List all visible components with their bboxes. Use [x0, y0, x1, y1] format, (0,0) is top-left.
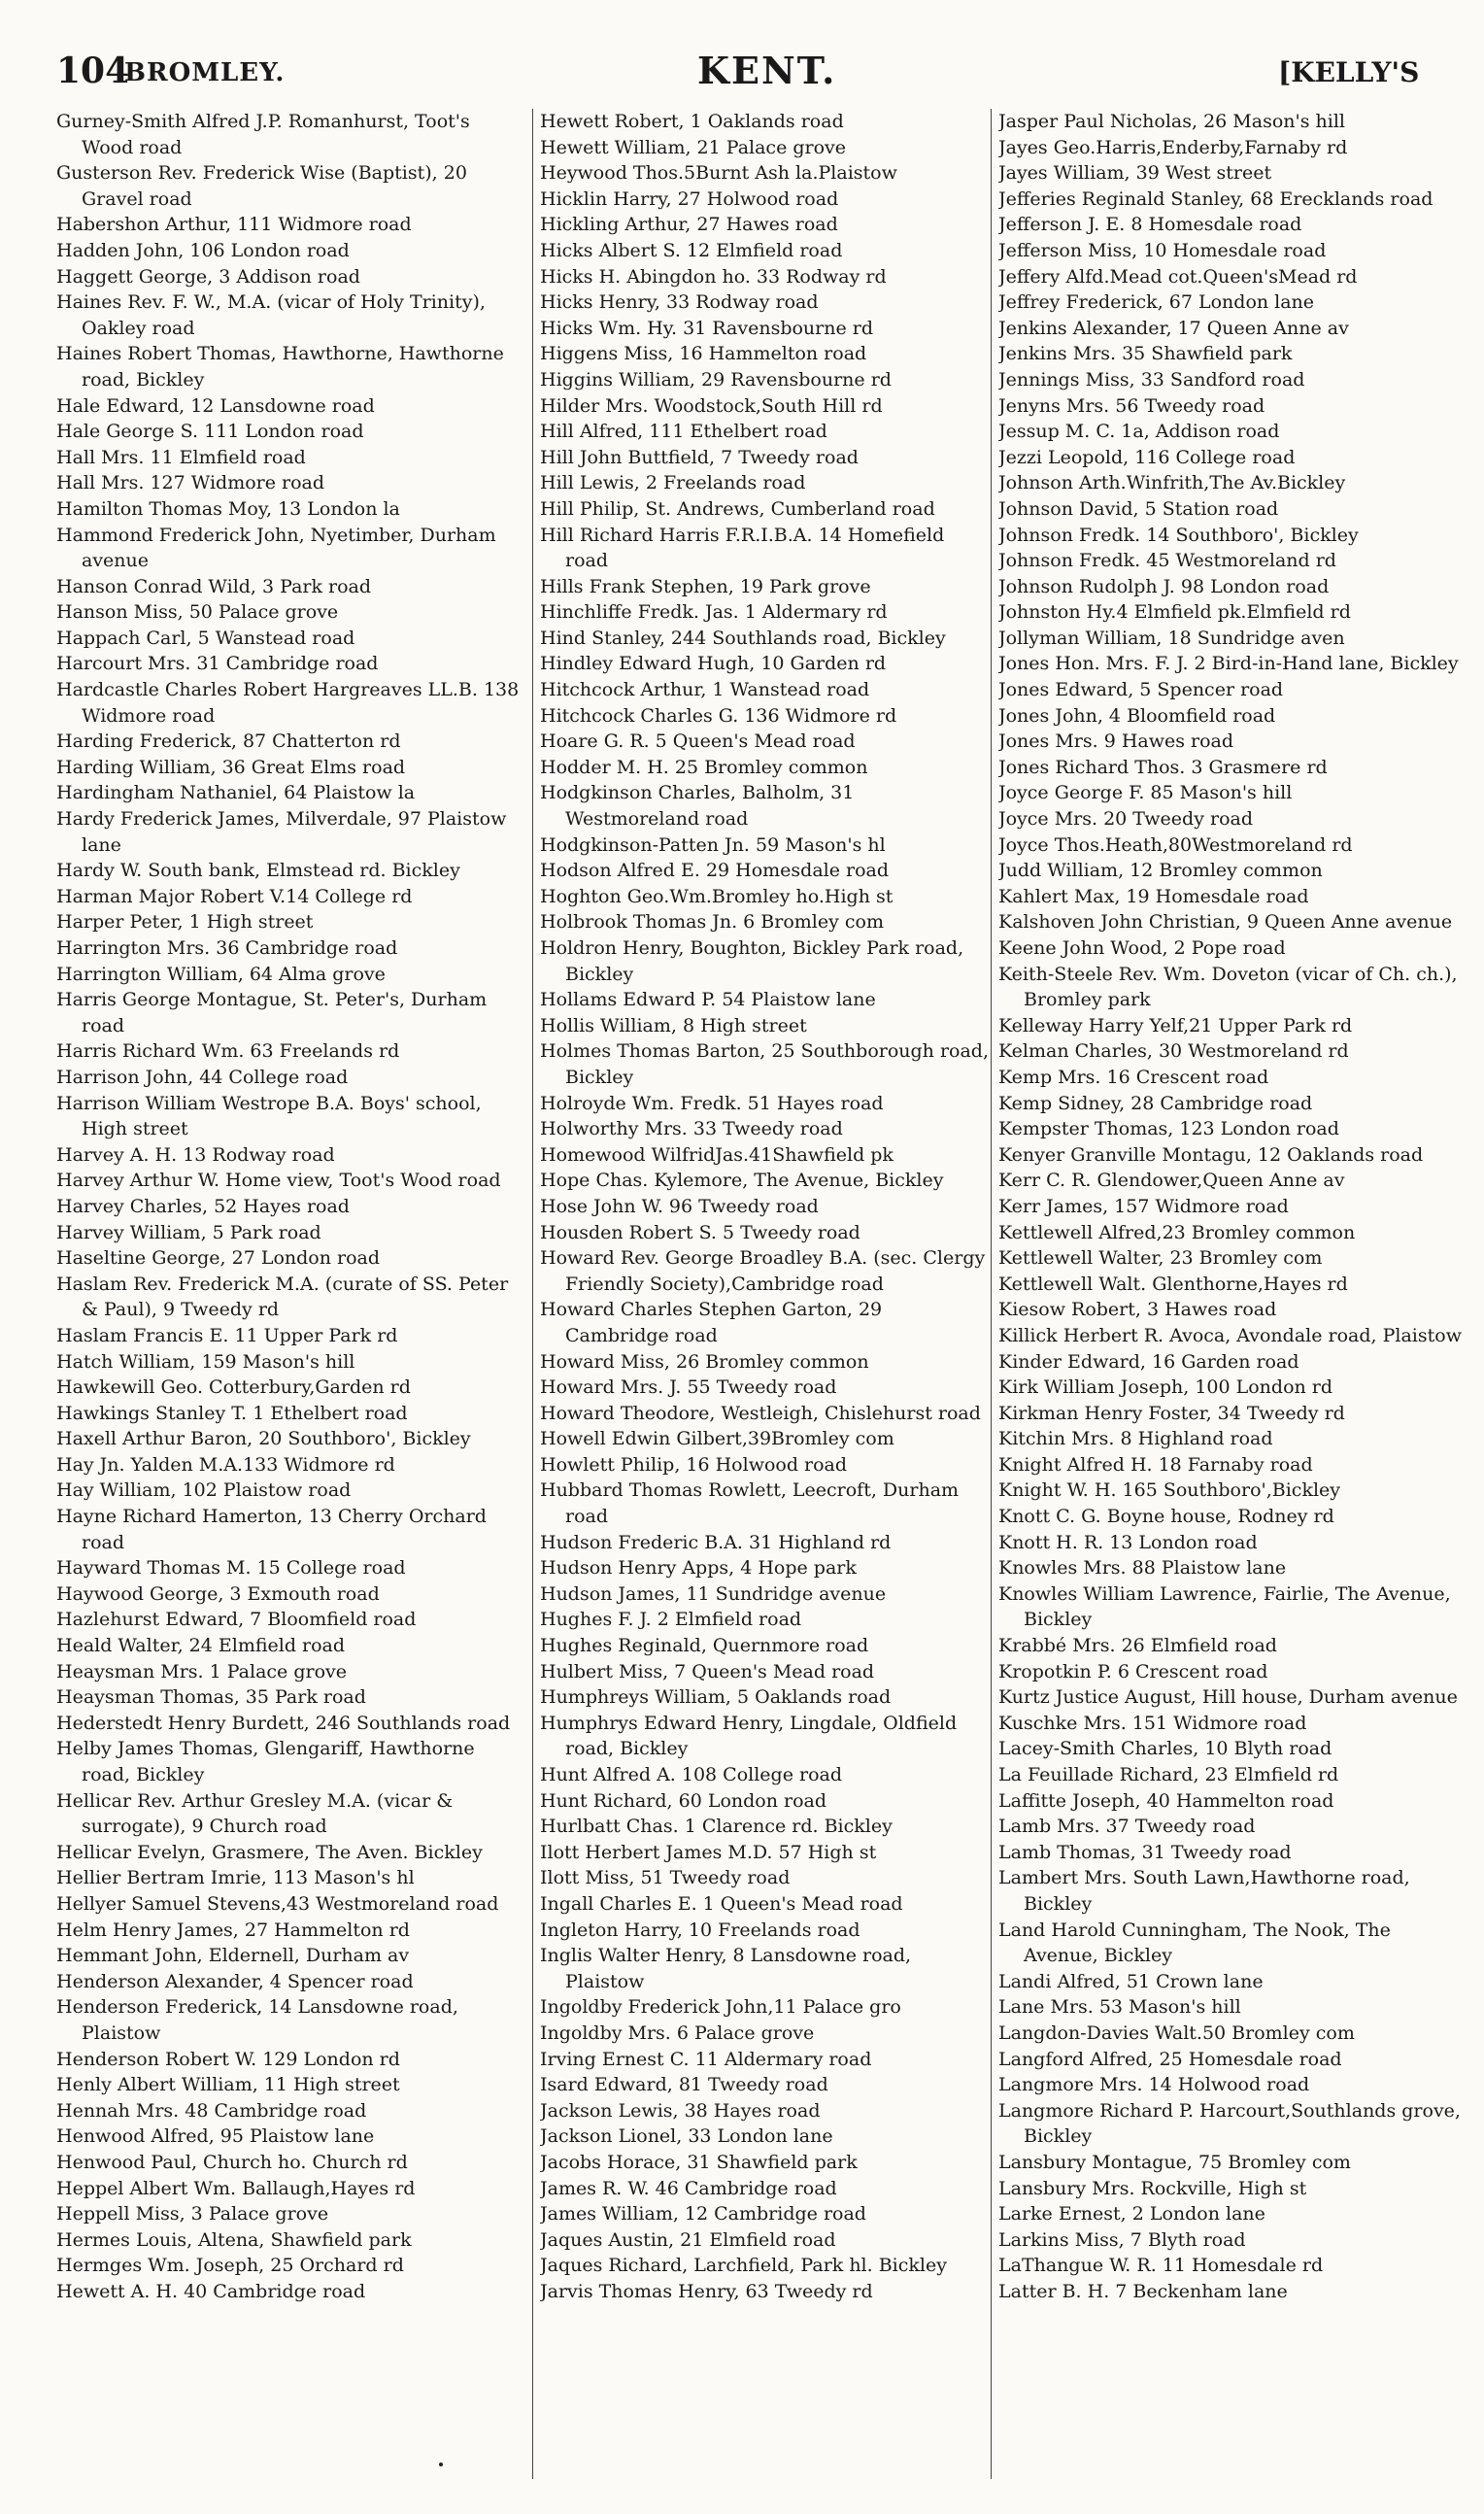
directory-entry: Johnston Hy.4 Elmfield pk.Elmfield rd [998, 601, 1351, 624]
directory-entry: Haslam Rev. Frederick M.A. (curate of SS. Peter & Paul), 9 Tweedy rd [56, 1273, 509, 1321]
directory-entry: Hunt Richard, 60 London road [540, 1789, 827, 1812]
directory-entry: Knowles William Lawrence, Fairlie, The Avenue, Bickley [998, 1582, 1451, 1631]
directory-entry: Henderson Frederick, 14 Lansdowne road, Plaistow [56, 1996, 458, 2044]
directory-entry: Helby James Thomas, Glengariff, Hawthorne road, Bickley [56, 1738, 475, 1785]
directory-entry: Gusterson Rev. Frederick Wise (Baptist), 20 Gravel road [56, 162, 467, 210]
directory-entry: Hederstedt Henry Burdett, 246 Southlands road [56, 1712, 511, 1734]
directory-entry: Gurney-Smith Alfred J.P. Romanhurst, Toot's Wood road [56, 111, 470, 158]
directory-entry: Latter B. H. 7 Beckenham lane [998, 2280, 1288, 2302]
directory-entry: Harrison William Westrope B.A. Boys' school, High street [56, 1092, 482, 1140]
directory-entry: Hellier Bertram Imrie, 113 Mason's hl [56, 1867, 415, 1889]
directory-entry: Haseltine George, 27 London road [56, 1247, 381, 1270]
directory-entry: Howard Charles Stephen Garton, 29 Cambridge road [540, 1299, 883, 1346]
directory-entry: Hanson Conrad Wild, 3 Park road [56, 575, 372, 597]
directory-entry: Jarvis Thomas Henry, 63 Tweedy rd [540, 2280, 873, 2302]
directory-entry: Langdon-Davies Walt.50 Bromley com [998, 2021, 1355, 2044]
directory-entry: Haxell Arthur Baron, 20 Southboro', Bickley [56, 1428, 471, 1450]
directory-entry: Humphrys Edward Henry, Lingdale, Oldfield road, Bickley [540, 1712, 958, 1760]
directory-entry: Inglis Walter Henry, 8 Lansdowne road, Plaistow [540, 1945, 912, 1992]
directory-entry: Henderson Robert W. 129 London rd [56, 2048, 400, 2070]
directory-entry: Larke Ernest, 2 London lane [998, 2203, 1265, 2225]
directory-entry: Kenyer Granville Montagu, 12 Oaklands road [998, 1143, 1424, 1166]
directory-entry: Heppel Albert Wm. Ballaugh,Hayes rd [56, 2177, 416, 2199]
directory-entry: Jackson Lionel, 33 London lane [540, 2125, 833, 2148]
directory-entry: Hennah Mrs. 48 Cambridge road [56, 2099, 367, 2122]
directory-entry: Henderson Alexander, 4 Spencer road [56, 1970, 414, 1992]
directory-entry: Joyce Mrs. 20 Tweedy road [998, 808, 1253, 831]
directory-entry: Hayward Thomas M. 15 College road [56, 1557, 406, 1580]
directory-entry: Hellicar Rev. Arthur Gresley M.A. (vicar & surrogate), 9 Church road [56, 1789, 454, 1838]
directory-entry: Kirk William Joseph, 100 London rd [998, 1376, 1333, 1399]
directory-entry: Holroyde Wm. Fredk. 51 Hayes road [540, 1092, 884, 1114]
directory-entry: Hollis William, 8 High street [540, 1014, 807, 1036]
directory-entry: Hodgkinson Charles, Balholm, 31 Westmoreland road [540, 782, 855, 831]
directory-entry: Ingoldby Frederick John,11 Palace gro [540, 1996, 901, 2019]
directory-entry: Kerr James, 157 Widmore road [998, 1195, 1289, 1217]
directory-entry: Howard Miss, 26 Bromley common [540, 1350, 869, 1373]
directory-entry: Ingall Charles E. 1 Queen's Mead road [540, 1892, 903, 1915]
directory-entry: Harrington William, 64 Alma grove [56, 963, 386, 985]
directory-entry: Hicks Albert S. 12 Elmfield road [540, 239, 843, 261]
directory-entry: Harding Frederick, 87 Chatterton rd [56, 730, 401, 753]
directory-entry: Irving Ernest C. 11 Aldermary road [540, 2048, 872, 2070]
directory-entry: Heywood Thos.5Burnt Ash la.Plaistow [540, 162, 897, 185]
directory-entry: Hickling Arthur, 27 Hawes road [540, 214, 838, 236]
directory-entry: Kettlewell Alfred,23 Bromley common [998, 1221, 1356, 1243]
directory-entry: Hellyer Samuel Stevens,43 Westmoreland road [56, 1892, 499, 1915]
directory-entry: Knight Alfred H. 18 Farnaby road [998, 1453, 1313, 1476]
directory-entry: Homewood WilfridJas.41Shawfield pk [540, 1143, 894, 1166]
directory-entry: Kelleway Harry Yelf,21 Upper Park rd [998, 1014, 1353, 1036]
directory-entry: Jezzi Leopold, 116 College road [998, 446, 1296, 468]
directory-entry: Hollams Edward P. 54 Plaistow lane [540, 989, 876, 1011]
directory-entry: Hardy W. South bank, Elmstead rd. Bickley [56, 860, 460, 882]
directory-entry: Hills Frank Stephen, 19 Park grove [540, 575, 871, 597]
directory-entry: Harper Peter, 1 High street [56, 911, 314, 934]
directory-entry: Kurtz Justice August, Hill house, Durham avenue [998, 1686, 1458, 1709]
directory-entry: Kettlewell Walt. Glenthorne,Hayes rd [998, 1273, 1348, 1295]
directory-entry: Hitchcock Arthur, 1 Wanstead road [540, 679, 870, 701]
directory-entry: Hudson James, 11 Sundridge avenue [540, 1582, 887, 1605]
directory-entry: Langmore Mrs. 14 Holwood road [998, 2074, 1310, 2096]
print-mark [439, 2463, 443, 2466]
directory-entry: Harvey Charles, 52 Hayes road [56, 1195, 350, 1217]
directory-entry: Henwood Alfred, 95 Plaistow lane [56, 2125, 375, 2148]
directory-entry: Howlett Philip, 16 Holwood road [540, 1453, 848, 1476]
county-heading: KENT. [697, 49, 837, 92]
directory-entry: Lambert Mrs. South Lawn,Hawthorne road, Bickley [998, 1867, 1410, 1915]
directory-entry: Henly Albert William, 11 High street [56, 2074, 400, 2096]
directory-entry: Hatch William, 159 Mason's hill [56, 1350, 355, 1373]
directory-entry: Laffitte Joseph, 40 Hammelton road [998, 1789, 1334, 1812]
directory-entry: Jeffrey Frederick, 67 London lane [998, 291, 1315, 314]
directory-entry: Haywood George, 3 Exmouth road [56, 1582, 380, 1605]
directory-entry: Hellicar Evelyn, Grasmere, The Aven. Bickley [56, 1841, 483, 1863]
directory-entry: Kettlewell Walter, 23 Bromley com [998, 1247, 1323, 1270]
directory-entry: Kempster Thomas, 123 London road [998, 1118, 1339, 1140]
directory-entry: Harman Major Robert V.14 College rd [56, 885, 413, 907]
directory-entry: Haines Robert Thomas, Hawthorne, Hawthorne road, Bickley [56, 343, 504, 391]
directory-entry: Higgens Miss, 16 Hammelton road [540, 343, 867, 365]
directory-entry: Jefferies Reginald Stanley, 68 Erecklands road [998, 187, 1433, 210]
directory-entry: Hewett Robert, 1 Oaklands road [540, 111, 844, 132]
directory-entry: Lacey-Smith Charles, 10 Blyth road [998, 1738, 1332, 1760]
directory-entry: Hawkewill Geo. Cotterbury,Garden rd [56, 1376, 411, 1399]
directory-entry: Johnson Rudolph J. 98 London road [998, 575, 1330, 597]
directory-entry: Hoghton Geo.Wm.Bromley ho.High st [540, 885, 894, 907]
directory-entry: Jennings Miss, 33 Sandford road [998, 368, 1305, 391]
directory-entry: Lamb Mrs. 37 Tweedy road [998, 1816, 1256, 1838]
directory-entry: Lane Mrs. 53 Mason's hill [998, 1996, 1241, 2019]
directory-entry: Ingleton Harry, 10 Freelands road [540, 1919, 860, 1941]
directory-entry: Hitchcock Charles G. 136 Widmore rd [540, 704, 897, 727]
directory-entry: Hicks H. Abingdon ho. 33 Rodway rd [540, 265, 887, 288]
page-number: 104 [56, 51, 130, 91]
directory-entry: Hale Edward, 12 Lansdowne road [56, 394, 375, 417]
directory-entry: Hill Alfred, 111 Ethelbert road [540, 421, 827, 443]
directory-entry: Jones Richard Thos. 3 Grasmere rd [998, 756, 1328, 778]
directory-entry: Hudson Henry Apps, 4 Hope park [540, 1557, 857, 1580]
directory-entry: Harcourt Mrs. 31 Cambridge road [56, 653, 379, 675]
directory-entry: Lamb Thomas, 31 Tweedy road [998, 1841, 1292, 1863]
directory-entry: Knowles Mrs. 88 Plaistow lane [998, 1557, 1287, 1580]
directory-entry: Helm Henry James, 27 Hammelton rd [56, 1919, 410, 1941]
directory-entry: Judd William, 12 Bromley common [998, 860, 1323, 882]
directory-entry: Langford Alfred, 25 Homesdale road [998, 2048, 1342, 2070]
directory-entry: Jacobs Horace, 31 Shawfield park [540, 2151, 858, 2173]
directory-entry: Hemmant John, Eldernell, Durham av [56, 1945, 410, 1967]
directory-column-1 [56, 109, 523, 2479]
directory-entry: Happach Carl, 5 Wanstead road [56, 627, 355, 649]
directory-entry: Hardingham Nathaniel, 64 Plaistow la [56, 782, 416, 804]
directory-entry: Jeffery Alfd.Mead cot.Queen'sMead rd [998, 265, 1358, 288]
directory-entry: Habershon Arthur, 111 Widmore road [56, 214, 412, 236]
page-header [0, 0, 1484, 107]
directory-entry: Hammond Frederick John, Nyetimber, Durham avenue [56, 524, 496, 572]
directory-entry: Knight W. H. 165 Southboro',Bickley [998, 1479, 1341, 1502]
directory-entry: Ingoldby Mrs. 6 Palace grove [540, 2021, 815, 2044]
directory-entry: Hardy Frederick James, Milverdale, 97 Plaistow lane [56, 808, 507, 856]
directory-entry: Jones Edward, 5 Spencer road [998, 679, 1284, 701]
directory-entry: Jones Mrs. 9 Hawes road [998, 730, 1234, 753]
directory-entry: Hadden John, 106 London road [56, 239, 350, 261]
directory-entry: Hill Richard Harris F.R.I.B.A. 14 Homefield road [540, 524, 945, 572]
directory-entry: Jollyman William, 18 Sundridge aven [998, 627, 1345, 649]
directory-entry: Harris Richard Wm. 63 Freelands rd [56, 1040, 400, 1063]
directory-entry: Hermes Louis, Altena, Shawfield park [56, 2228, 412, 2251]
directory-entry: Hodgkinson-Patten Jn. 59 Mason's hl [540, 833, 886, 856]
directory-entry: Holworthy Mrs. 33 Tweedy road [540, 1118, 843, 1140]
directory-entry: Johnson David, 5 Station road [998, 497, 1279, 520]
directory-entry: Kelman Charles, 30 Westmoreland rd [998, 1040, 1349, 1063]
directory-entry: Hicks Wm. Hy. 31 Ravensbourne rd [540, 317, 874, 339]
directory-entry: Kemp Mrs. 16 Crescent road [998, 1066, 1269, 1088]
directory-entry: Hunt Alfred A. 108 College road [540, 1764, 843, 1785]
directory-entry: Jenyns Mrs. 56 Tweedy road [998, 394, 1265, 417]
directory-entry: Lansbury Montague, 75 Bromley com [998, 2151, 1351, 2173]
directory-entry: Hicklin Harry, 27 Holwood road [540, 187, 839, 210]
directory-entry: Keene John Wood, 2 Pope road [998, 937, 1286, 959]
directory-entry: Hewett William, 21 Palace grove [540, 136, 847, 158]
directory-entry: Harding William, 36 Great Elms road [56, 756, 406, 778]
directory-entry: Hilder Mrs. Woodstock,South Hill rd [540, 394, 883, 417]
directory-entry: Howard Mrs. J. 55 Tweedy road [540, 1376, 837, 1399]
directory-entry: LaThangue W. R. 11 Homesdale rd [998, 2255, 1324, 2277]
directory-entry: Land Harold Cunningham, The Nook, The Avenue, Bickley [998, 1919, 1391, 1967]
directory-entry: Hurlbatt Chas. 1 Clarence rd. Bickley [540, 1816, 893, 1838]
directory-entry: Isard Edward, 81 Tweedy road [540, 2074, 828, 2096]
directory-entry: Joyce George F. 85 Mason's hill [998, 782, 1293, 804]
directory-entry: Henwood Paul, Church ho. Church rd [56, 2151, 408, 2173]
directory-entry: Harvey Arthur W. Home view, Toot's Wood road [56, 1170, 501, 1192]
directory-entry: Knott C. G. Boyne house, Rodney rd [998, 1506, 1334, 1528]
directory-entry: Johnson Fredk. 14 Southboro', Bickley [998, 524, 1359, 546]
directory-entry: Hall Mrs. 127 Widmore road [56, 472, 325, 494]
directory-entry: Hoare G. R. 5 Queen's Mead road [540, 730, 856, 753]
directory-entry: James William, 12 Cambridge road [540, 2203, 866, 2225]
directory-entry: Hubbard Thomas Rowlett, Leecroft, Durham road [540, 1479, 960, 1528]
directory-entry: Jones John, 4 Bloomfield road [998, 704, 1276, 727]
directory-entry: Hay William, 102 Plaistow road [56, 1479, 352, 1502]
directory-entry: Jefferson Miss, 10 Homesdale road [998, 239, 1327, 261]
directory-entry: Jasper Paul Nicholas, 26 Mason's hill [998, 111, 1345, 132]
directory-entry: Hall Mrs. 11 Elmfield road [56, 446, 306, 468]
directory-entry: Lansbury Mrs. Rockville, High st [998, 2177, 1307, 2199]
directory-entry: Jayes William, 39 West street [998, 162, 1272, 185]
directory-entry: Heald Walter, 24 Elmfield road [56, 1635, 346, 1657]
directory-entry: Hazlehurst Edward, 7 Bloomfield road [56, 1609, 417, 1631]
directory-entry: Langmore Richard P. Harcourt,Southlands grove, Bickley [998, 2099, 1461, 2148]
directory-entry: Hinchliffe Fredk. Jas. 1 Aldermary rd [540, 601, 888, 624]
directory-entry: Hanson Miss, 50 Palace grove [56, 601, 339, 624]
directory-entry: Kerr C. R. Glendower,Queen Anne av [998, 1170, 1345, 1192]
town-heading: BROMLEY. [124, 58, 286, 87]
directory-entry: Landi Alfred, 51 Crown lane [998, 1970, 1264, 1992]
directory-entry: Jones Hon. Mrs. F. J. 2 Bird-in-Hand lane, Bickley [998, 653, 1459, 675]
directory-column-2 [532, 109, 989, 2479]
directory-columns [56, 109, 1465, 2479]
directory-entry: Howell Edwin Gilbert,39Bromley com [540, 1428, 894, 1450]
directory-entry: Johnson Fredk. 45 Westmoreland rd [998, 550, 1336, 572]
directory-entry: Kropotkin P. 6 Crescent road [998, 1660, 1268, 1682]
directory-entry: Jenkins Alexander, 17 Queen Anne av [998, 317, 1349, 339]
publisher-heading: [KELLY'S [1278, 56, 1420, 88]
directory-entry: Jenkins Mrs. 35 Shawfield park [998, 343, 1293, 365]
directory-entry: Hope Chas. Kylemore, The Avenue, Bickley [540, 1170, 944, 1192]
directory-entry: Keith-Steele Rev. Wm. Doveton (vicar of Ch. ch.), Bromley park [998, 963, 1458, 1011]
directory-entry: La Feuillade Richard, 23 Elmfield rd [998, 1764, 1339, 1785]
directory-entry: Jayes Geo.Harris,Enderby,Farnaby rd [998, 136, 1348, 158]
directory-entry: Harrington Mrs. 36 Cambridge road [56, 937, 398, 959]
directory-entry: Ilott Herbert James M.D. 57 High st [540, 1841, 877, 1863]
directory-entry: Hardcastle Charles Robert Hargreaves LL.B. 138 Widmore road [56, 679, 520, 727]
directory-entry: Hermges Wm. Joseph, 25 Orchard rd [56, 2255, 404, 2277]
directory-entry: Kinder Edward, 16 Garden road [998, 1350, 1299, 1373]
directory-entry: Harris George Montague, St. Peter's, Durham road [56, 989, 488, 1036]
directory-entry: Jaques Richard, Larchfield, Park hl. Bickley [540, 2255, 947, 2277]
directory-entry: Hewett A. H. 40 Cambridge road [56, 2280, 366, 2302]
directory-entry: Hill Philip, St. Andrews, Cumberland road [540, 497, 935, 520]
directory-entry: Knott H. R. 13 London road [998, 1531, 1258, 1553]
directory-entry: Kuschke Mrs. 151 Widmore road [998, 1712, 1307, 1734]
directory-entry: Johnson Arth.Winfrith,The Av.Bickley [998, 472, 1346, 494]
directory-entry: Harrison John, 44 College road [56, 1066, 349, 1088]
directory-entry: Kiesow Robert, 3 Hawes road [998, 1299, 1277, 1321]
directory-entry: Holbrook Thomas Jn. 6 Bromley com [540, 911, 884, 934]
directory-entry: Heaysman Thomas, 35 Park road [56, 1686, 366, 1709]
directory-entry: Haggett George, 3 Addison road [56, 265, 360, 288]
directory-entry: Harvey William, 5 Park road [56, 1221, 321, 1243]
directory-entry: Hale George S. 111 London road [56, 421, 364, 443]
directory-entry: Hindley Edward Hugh, 10 Garden rd [540, 653, 887, 675]
directory-entry: Howard Rev. George Broadley B.A. (sec. Clergy Friendly Society),Cambridge road [540, 1247, 986, 1295]
directory-entry: Hay Jn. Yalden M.A.133 Widmore rd [56, 1453, 395, 1476]
directory-entry: Hill Lewis, 2 Freelands road [540, 472, 806, 494]
directory-entry: Hicks Henry, 33 Rodway road [540, 291, 819, 314]
directory-entry: Harvey A. H. 13 Rodway road [56, 1143, 335, 1166]
directory-entry: Hind Stanley, 244 Southlands road, Bickley [540, 627, 946, 649]
directory-entry: Hodder M. H. 25 Bromley common [540, 756, 868, 778]
directory-entry: Housden Robert S. 5 Tweedy road [540, 1221, 860, 1243]
directory-entry: Kahlert Max, 19 Homesdale road [998, 885, 1309, 907]
directory-entry: Joyce Thos.Heath,80Westmoreland rd [998, 833, 1353, 856]
directory-entry: Holdron Henry, Boughton, Bickley Park road, Bickley [540, 937, 964, 985]
directory-entry: Humphreys William, 5 Oaklands road [540, 1686, 892, 1709]
directory-entry: Hayne Richard Hamerton, 13 Cherry Orchard road [56, 1506, 487, 1553]
directory-entry: Krabbé Mrs. 26 Elmfield road [998, 1635, 1277, 1657]
directory-entry: Hodson Alfred E. 29 Homesdale road [540, 860, 890, 882]
directory-entry: Jackson Lewis, 38 Hayes road [540, 2099, 821, 2122]
directory-entry: James R. W. 46 Cambridge road [540, 2177, 837, 2199]
directory-entry: Jaques Austin, 21 Elmfield road [540, 2228, 836, 2251]
directory-entry: Ilott Miss, 51 Tweedy road [540, 1867, 791, 1889]
directory-entry: Kalshoven John Christian, 9 Queen Anne avenue [998, 911, 1453, 934]
directory-entry: Hamilton Thomas Moy, 13 London la [56, 497, 400, 520]
directory-entry: Hose John W. 96 Tweedy road [540, 1195, 819, 1217]
directory-entry: Hulbert Miss, 7 Queen's Mead road [540, 1660, 875, 1682]
directory-entry: Haines Rev. F. W., M.A. (vicar of Holy Trinity), Oakley road [56, 291, 486, 339]
directory-entry: Jessup M. C. 1a, Addison road [998, 421, 1280, 443]
directory-entry: Larkins Miss, 7 Blyth road [998, 2228, 1246, 2251]
directory-entry: Hudson Frederic B.A. 31 Highland rd [540, 1531, 892, 1553]
directory-entry: Kemp Sidney, 28 Cambridge road [998, 1092, 1313, 1114]
directory-entry: Heppell Miss, 3 Palace grove [56, 2203, 329, 2225]
directory-entry: Higgins William, 29 Ravensbourne rd [540, 368, 892, 391]
directory-entry: Hill John Buttfield, 7 Tweedy road [540, 446, 859, 468]
directory-entry: Holmes Thomas Barton, 25 Southborough road, Bickley [540, 1040, 989, 1088]
directory-entry: Kitchin Mrs. 8 Highland road [998, 1428, 1273, 1450]
directory-entry: Kirkman Henry Foster, 34 Tweedy rd [998, 1402, 1345, 1424]
directory-entry: Jefferson J. E. 8 Homesdale road [998, 214, 1302, 236]
directory-entry: Heaysman Mrs. 1 Palace grove [56, 1660, 347, 1682]
directory-entry: Hawkings Stanley T. 1 Ethelbert road [56, 1402, 408, 1424]
directory-entry: Hughes F. J. 2 Elmfield road [540, 1609, 802, 1631]
directory-entry: Howard Theodore, Westleigh, Chislehurst road [540, 1402, 981, 1424]
directory-entry: Killick Herbert R. Avoca, Avondale road, Plaistow [998, 1324, 1462, 1346]
directory-entry: Haslam Francis E. 11 Upper Park rd [56, 1324, 398, 1346]
directory-column-3 [991, 109, 1465, 2479]
directory-entry: Hughes Reginald, Quernmore road [540, 1635, 869, 1657]
